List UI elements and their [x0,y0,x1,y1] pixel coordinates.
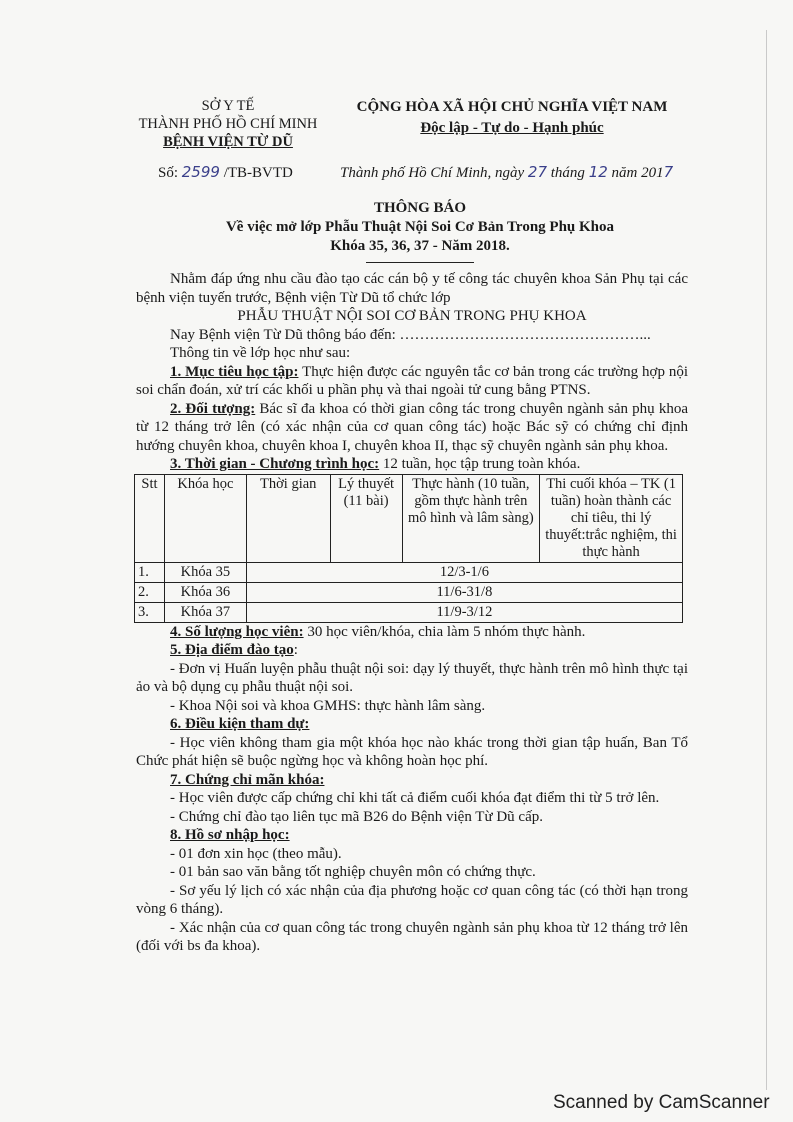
section-objective [136,363,688,400]
title-subject: Về việc mở lớp Phẫu Thuật Nội Soi Cơ Bản Trong Phụ Khoa [225,219,615,235]
course-name: PHẪU THUẬT NỘI SOI CƠ BẢN TRONG PHỤ KHOA [237,308,587,324]
ref-number-handwritten: 2599 [181,163,220,181]
section-3-text: 12 tuần, học tập trung toàn khóa. [379,456,581,472]
location-item-1: - Đơn vị Huấn luyện phẫu thuật nội soi: dạy lý thuyết, thực hành trên mô hình thực tại ảo và bộ dụng cụ phẫu thuật nội soi. [136,660,688,695]
section-certificate [136,771,688,790]
ref-prefix: Số: [158,165,182,181]
section-2-label: 2. Đối tượng: [170,400,256,417]
title-heading: THÔNG BÁO [373,200,467,216]
document-number [158,163,293,182]
section-5-colon: : [293,642,298,658]
documents-item-2: - 01 bản sao văn bằng tốt nghiệp chuyên môn có chứng thực. [170,864,536,880]
row-stt: 3. [135,602,165,622]
row-period: 11/6-31/8 [246,582,682,602]
issuer-line-1: SỞ Y TẾ [201,98,255,114]
section-schedule [136,455,688,474]
date-day-handwritten: 27 [527,163,548,181]
scanner-watermark: Scanned by CamScanner [553,1092,770,1113]
date-month-handwritten: 12 [588,163,608,181]
location-item-2: - Khoa Nội soi và khoa GMHS: thực hành lâm sàng. [170,697,486,714]
date-month-label: tháng [547,165,589,181]
row-period: 12/3-1/6 [246,562,682,582]
table-header-row [135,474,683,562]
date-year-handwritten: 7 [663,163,674,181]
section-4-label: 4. Số lượng học viên: [170,623,304,640]
documents-item-1: - 01 đơn xin học (theo mẫu). [170,845,342,862]
issuer-header [128,97,328,151]
section-4-text: 30 học viên/khóa, chia làm 5 nhóm thực hành. [303,623,586,640]
header-final-exam: Thi cuối khóa – TK (1 tuần) hoàn thành các chỉ tiêu, thi lý thuyết:trắc nghiệm, thi thực hành [540,474,683,562]
section-enrollment [136,623,688,642]
table-row [135,582,683,602]
national-motto: Độc lập - Tự do - Hạnh phúc [420,120,604,136]
issuer-line-3: BỆNH VIỆN TỪ DŨ [163,134,293,150]
date-year-prefix: năm 201 [607,165,664,181]
national-title: CỘNG HÒA XÃ HỘI CHỦ NGHĨA VIỆT NAM [356,99,668,115]
documents-item-3: - Sơ yếu lý lịch có xác nhận của địa phương hoặc cơ quan công tác (có thời hạn trong vòng 6 tháng). [136,882,688,917]
title-courses: Khóa 35, 36, 37 - Năm 2018. [330,238,510,254]
section-5-label: 5. Địa điểm đào tạo [170,642,294,658]
date-prefix: Thành phố Hồ Chí Minh, ngày [340,165,528,181]
row-stt: 1. [135,562,165,582]
section-8-label: 8. Hồ sơ nhập học: [170,827,290,843]
row-course: Khóa 35 [164,562,246,582]
title-rule [366,262,474,263]
section-location [136,641,688,660]
certificate-item-2: - Chứng chỉ đào tạo liên tục mã B26 do Bệnh viện Từ Dũ cấp. [170,808,543,825]
national-header [352,97,672,139]
header-theory: Lý thuyết (11 bài) [330,474,402,562]
section-conditions [136,715,688,734]
section-target [136,400,688,456]
section-7-label: 7. Chứng chỉ mãn khóa: [170,771,325,788]
notice-body [136,270,688,956]
row-period: 11/9-3/12 [246,602,682,622]
header-course: Khóa học [164,474,246,562]
section-1-text: Thực hiện được các nguyên tắc cơ bản trong các trường hợp nội soi chẩn đoán, xử trí các khối u phần phụ và thai ngoài tử cung bằng PTNS. [136,363,689,398]
header-practice: Thực hành (10 tuần, gồm thực hành trên mô hình và lâm sàng) [402,474,540,562]
addressee-line: Nay Bệnh viện Từ Dũ thông báo đến: …………………………………………... [170,326,651,343]
row-course: Khóa 37 [164,602,246,622]
section-documents [136,826,688,845]
intro-paragraph: Nhằm đáp ứng nhu cầu đào tạo các cán bộ y tế công tác chuyên khoa Sản Phụ tại các bệnh viện tuyến trước, Bệnh viện Từ Dũ tổ chức lớp [136,271,688,306]
notice-title [150,199,690,263]
table-row [135,562,683,582]
row-course: Khóa 36 [164,582,246,602]
document-date [340,163,673,182]
schedule-table [134,474,683,623]
section-2-text: Bác sĩ đa khoa có thời gian công tác trong chuyên ngành sản phụ khoa từ 12 tháng trở lên (có xác nhận của cơ quan công tác) hoặc Bác sỹ có chứng chỉ định hướng chuyên khoa, chuyên khoa I, chuyên khoa II, thạc sỹ chuyên ngành sản phụ khoa. [136,400,688,454]
table-row [135,602,683,622]
section-3-label: 3. Thời gian - Chương trình học: [170,456,380,472]
section-1-label: 1. Mục tiêu học tập: [170,363,299,380]
issuer-line-2: THÀNH PHỐ HỒ CHÍ MINH [138,116,318,132]
scan-edge-line [766,30,767,1090]
documents-item-4: - Xác nhận của cơ quan công tác trong chuyên ngành sản phụ khoa từ 12 tháng trở lên (đối với bs đa khoa). [136,919,688,954]
header-stt: Stt [135,474,165,562]
row-stt: 2. [135,582,165,602]
info-lead: Thông tin về lớp học như sau: [170,345,351,361]
header-time: Thời gian [246,474,330,562]
conditions-item-1: - Học viên không tham gia một khóa học nào khác trong thời gian tập huấn, Ban Tổ Chức phát hiện sẽ buộc ngừng học và không hoàn học phí. [136,734,688,769]
certificate-item-1: - Học viên được cấp chứng chỉ khi tất cả điểm cuối khóa đạt điểm thi từ 5 trở lên. [170,790,660,806]
section-6-label: 6. Điều kiện tham dự: [170,716,310,732]
ref-suffix: /TB-BVTD [219,165,293,181]
